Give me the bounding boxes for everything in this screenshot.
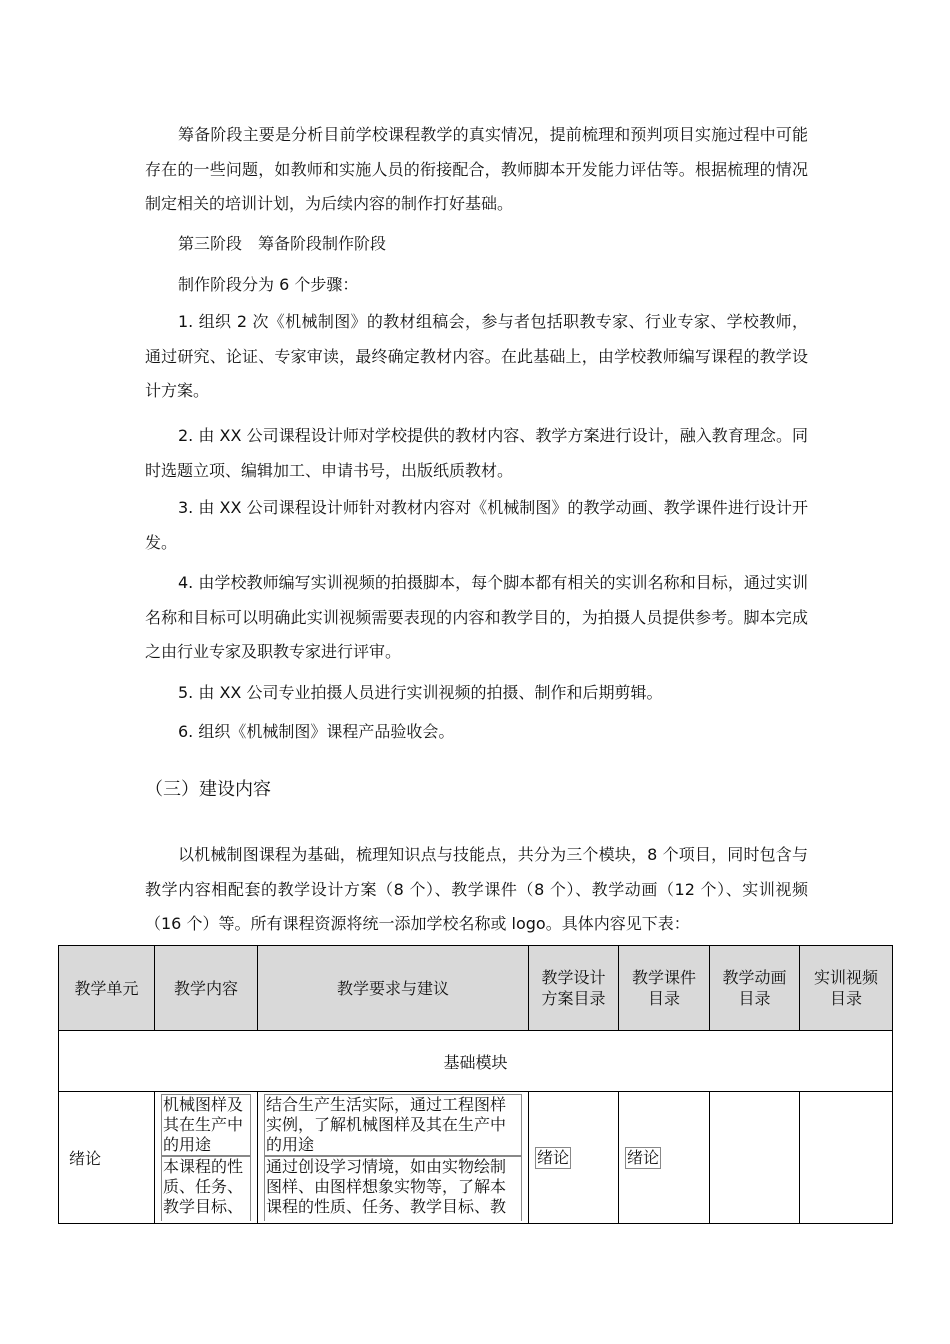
- courseware-entry: 绪论: [627, 1147, 660, 1167]
- module-row: [59, 1031, 893, 1092]
- stage-three-title: 第三阶段 筹备阶段制作阶段: [178, 234, 387, 253]
- content-item-1: 机械图样及其在生产中的用途: [161, 1094, 251, 1156]
- requirements-cell: [258, 1092, 529, 1224]
- intro-paragraph: 筹备阶段主要是分析目前学校课程教学的真实情况，提前梳理和预判项目实施过程中可能存在的一些问题，如教师和实施人员的衔接配合，教师脚本开发能力评估等。根据梳理的情况制定相关的培训计划，为后续内容的制作打好基础。: [145, 125, 808, 213]
- step-1-paragraph: 1. 组织 2 次《机械制图》的教材组稿会，参与者包括职教专家、行业专家、学校教师，通过研究、论证、专家审读，最终确定教材内容。在此基础上，由学校教师编写课程的教学设计方案。: [145, 312, 808, 400]
- content-intro-paragraph: 以机械制图课程为基础，梳理知识点与技能点，共分为三个模块，8 个项目，同时包含与教学内容相配套的教学设计方案（8 个）、教学课件（8 个）、教学动画（12 个）、实训视频（16 个）等。所有课程资源将统一添加学校名称或 logo。具体内容见下表：: [145, 845, 808, 933]
- animation-cell: [710, 1092, 800, 1224]
- video-cell: [800, 1092, 893, 1224]
- requirement-item-2: 通过创设学习情境，如由实物绘制图样、由图样想象实物等，了解本课程的性质、任务、教学目标、教: [264, 1156, 522, 1221]
- module-label: 基础模块: [59, 1031, 893, 1092]
- unit-cell: 绪论: [59, 1092, 155, 1224]
- content-table: [58, 945, 893, 1224]
- step-4-paragraph: 4. 由学校教师编写实训视频的拍摄脚本，每个脚本都有相关的实训名称和目标，通过实训名称和目标可以明确此实训视频需要表现的内容和教学目的，为拍摄人员提供参考。脚本完成之由行业专家及职教专家进行评审。: [145, 573, 808, 661]
- header-content: 教学内容: [155, 946, 258, 1031]
- content-cell: [155, 1092, 258, 1224]
- step-5-paragraph: 5. 由 XX 公司专业拍摄人员进行实训视频的拍摄、制作和后期剪辑。: [178, 683, 663, 702]
- design-plan-cell: [529, 1092, 619, 1224]
- requirement-item-1: 结合生产生活实际，通过工程图样实例，了解机械图样及其在生产中的用途: [264, 1094, 522, 1156]
- design-plan-entry: 绪论: [537, 1147, 570, 1167]
- header-animation: 教学动画目录: [710, 946, 800, 1031]
- header-video: 实训视频目录: [800, 946, 893, 1031]
- table-row: [59, 1092, 893, 1224]
- header-courseware: 教学课件目录: [619, 946, 710, 1031]
- step-6-paragraph: 6. 组织《机械制图》课程产品验收会。: [178, 722, 455, 741]
- content-item-2: 本课程的性质、任务、教学目标、: [161, 1156, 251, 1221]
- header-requirements: 教学要求与建议: [258, 946, 529, 1031]
- step-2-paragraph: 2. 由 XX 公司课程设计师对学校提供的教材内容、教学方案进行设计，融入教育理念。同时选题立项、编辑加工、申请书号，出版纸质教材。: [145, 426, 808, 480]
- header-unit: 教学单元: [59, 946, 155, 1031]
- steps-intro: 制作阶段分为 6 个步骤：: [178, 275, 359, 294]
- header-design-plan: 教学设计方案目录: [529, 946, 619, 1031]
- courseware-cell: [619, 1092, 710, 1224]
- section-heading: （三）建设内容: [145, 779, 271, 800]
- step-3-paragraph: 3. 由 XX 公司课程设计师针对教材内容对《机械制图》的教学动画、教学课件进行设计开发。: [145, 498, 808, 552]
- table-header-row: [59, 946, 893, 1031]
